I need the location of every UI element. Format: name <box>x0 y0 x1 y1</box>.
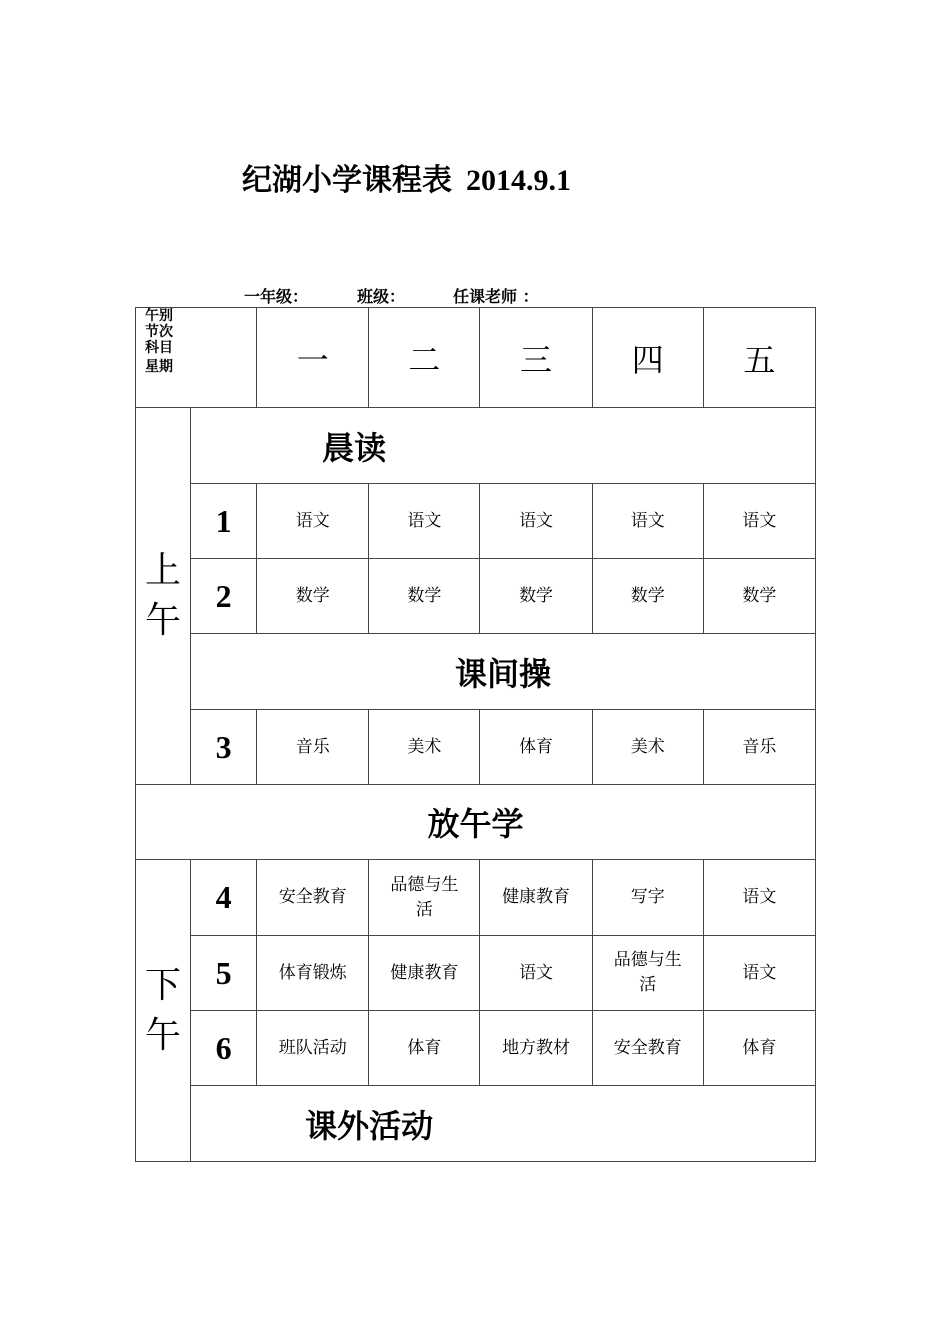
period-number: 5 <box>191 936 257 1011</box>
noon-dismissal-banner: 放午学 <box>136 785 816 860</box>
morning-label-text: 上午 <box>145 550 182 641</box>
morning-reading-row <box>136 408 816 484</box>
day-header: 五 <box>703 308 815 408</box>
subject-cell: 音乐 <box>257 710 369 785</box>
table-row <box>136 484 816 559</box>
subject-cell: 语文 <box>369 484 480 559</box>
subject-cell: 语文 <box>703 484 815 559</box>
day-header: 二 <box>369 308 480 408</box>
period-number: 1 <box>191 484 257 559</box>
subject-cell: 健康教育 <box>369 936 480 1011</box>
subject-cell: 体育 <box>369 1011 480 1086</box>
subject-cell: 数学 <box>703 559 815 634</box>
subject-cell: 品德与生活 <box>592 936 703 1011</box>
grade-label: 一年级： <box>244 287 309 306</box>
extracurricular-row <box>136 1086 816 1162</box>
subject-cell: 语文 <box>592 484 703 559</box>
subject-cell: 数学 <box>592 559 703 634</box>
subject-cell: 语文 <box>703 936 815 1011</box>
day-header: 四 <box>592 308 703 408</box>
page-title <box>242 155 571 199</box>
subject-cell: 语文 <box>703 860 815 936</box>
subject-cell: 数学 <box>480 559 592 634</box>
table-row <box>136 860 816 936</box>
day-header: 三 <box>480 308 592 408</box>
corner-label: 科目 <box>145 340 173 356</box>
subject-cell: 健康教育 <box>480 860 592 936</box>
corner-label: 午别 <box>145 308 173 324</box>
subject-cell: 美术 <box>592 710 703 785</box>
subject-cell: 安全教育 <box>592 1011 703 1086</box>
corner-label: 星期 <box>145 359 173 375</box>
period-number: 2 <box>191 559 257 634</box>
subject-cell: 地方教材 <box>480 1011 592 1086</box>
schedule-table <box>135 307 816 1162</box>
subject-cell: 体育 <box>703 1011 815 1086</box>
title-text: 纪湖小学课程表 <box>242 163 452 198</box>
noon-dismissal-row <box>136 785 816 860</box>
subject-cell: 品德与生活 <box>369 860 480 936</box>
table-row <box>136 936 816 1011</box>
period-number: 6 <box>191 1011 257 1086</box>
period-number: 3 <box>191 710 257 785</box>
class-label: 班级： <box>357 287 406 306</box>
subject-cell: 写字 <box>592 860 703 936</box>
teacher-label: 任课老师 ： <box>453 287 539 306</box>
header-row <box>136 308 816 408</box>
extracurricular-banner: 课外活动 <box>191 1086 816 1162</box>
subject-cell: 数学 <box>257 559 369 634</box>
morning-label <box>136 408 191 785</box>
day-header: 一 <box>257 308 369 408</box>
table-row <box>136 1011 816 1086</box>
subject-cell: 班队活动 <box>257 1011 369 1086</box>
exercise-banner: 课间操 <box>191 634 816 710</box>
table-row <box>136 710 816 785</box>
exercise-row <box>136 634 816 710</box>
period-number: 4 <box>191 860 257 936</box>
title-date: 2014.9.1 <box>466 164 571 197</box>
corner-label: 节次 <box>145 324 173 340</box>
subject-cell: 数学 <box>369 559 480 634</box>
table-row <box>136 559 816 634</box>
subject-cell: 体育 <box>480 710 592 785</box>
subject-cell: 安全教育 <box>257 860 369 936</box>
morning-reading-banner: 晨读 <box>191 408 816 484</box>
subject-cell: 体育锻炼 <box>257 936 369 1011</box>
subject-cell: 美术 <box>369 710 480 785</box>
afternoon-label-text: 下午 <box>145 964 182 1056</box>
subject-cell: 音乐 <box>703 710 815 785</box>
subject-cell: 语文 <box>480 936 592 1011</box>
corner-header-cell <box>136 308 257 408</box>
subject-cell: 语文 <box>480 484 592 559</box>
subject-cell: 语文 <box>257 484 369 559</box>
afternoon-label <box>136 860 191 1162</box>
